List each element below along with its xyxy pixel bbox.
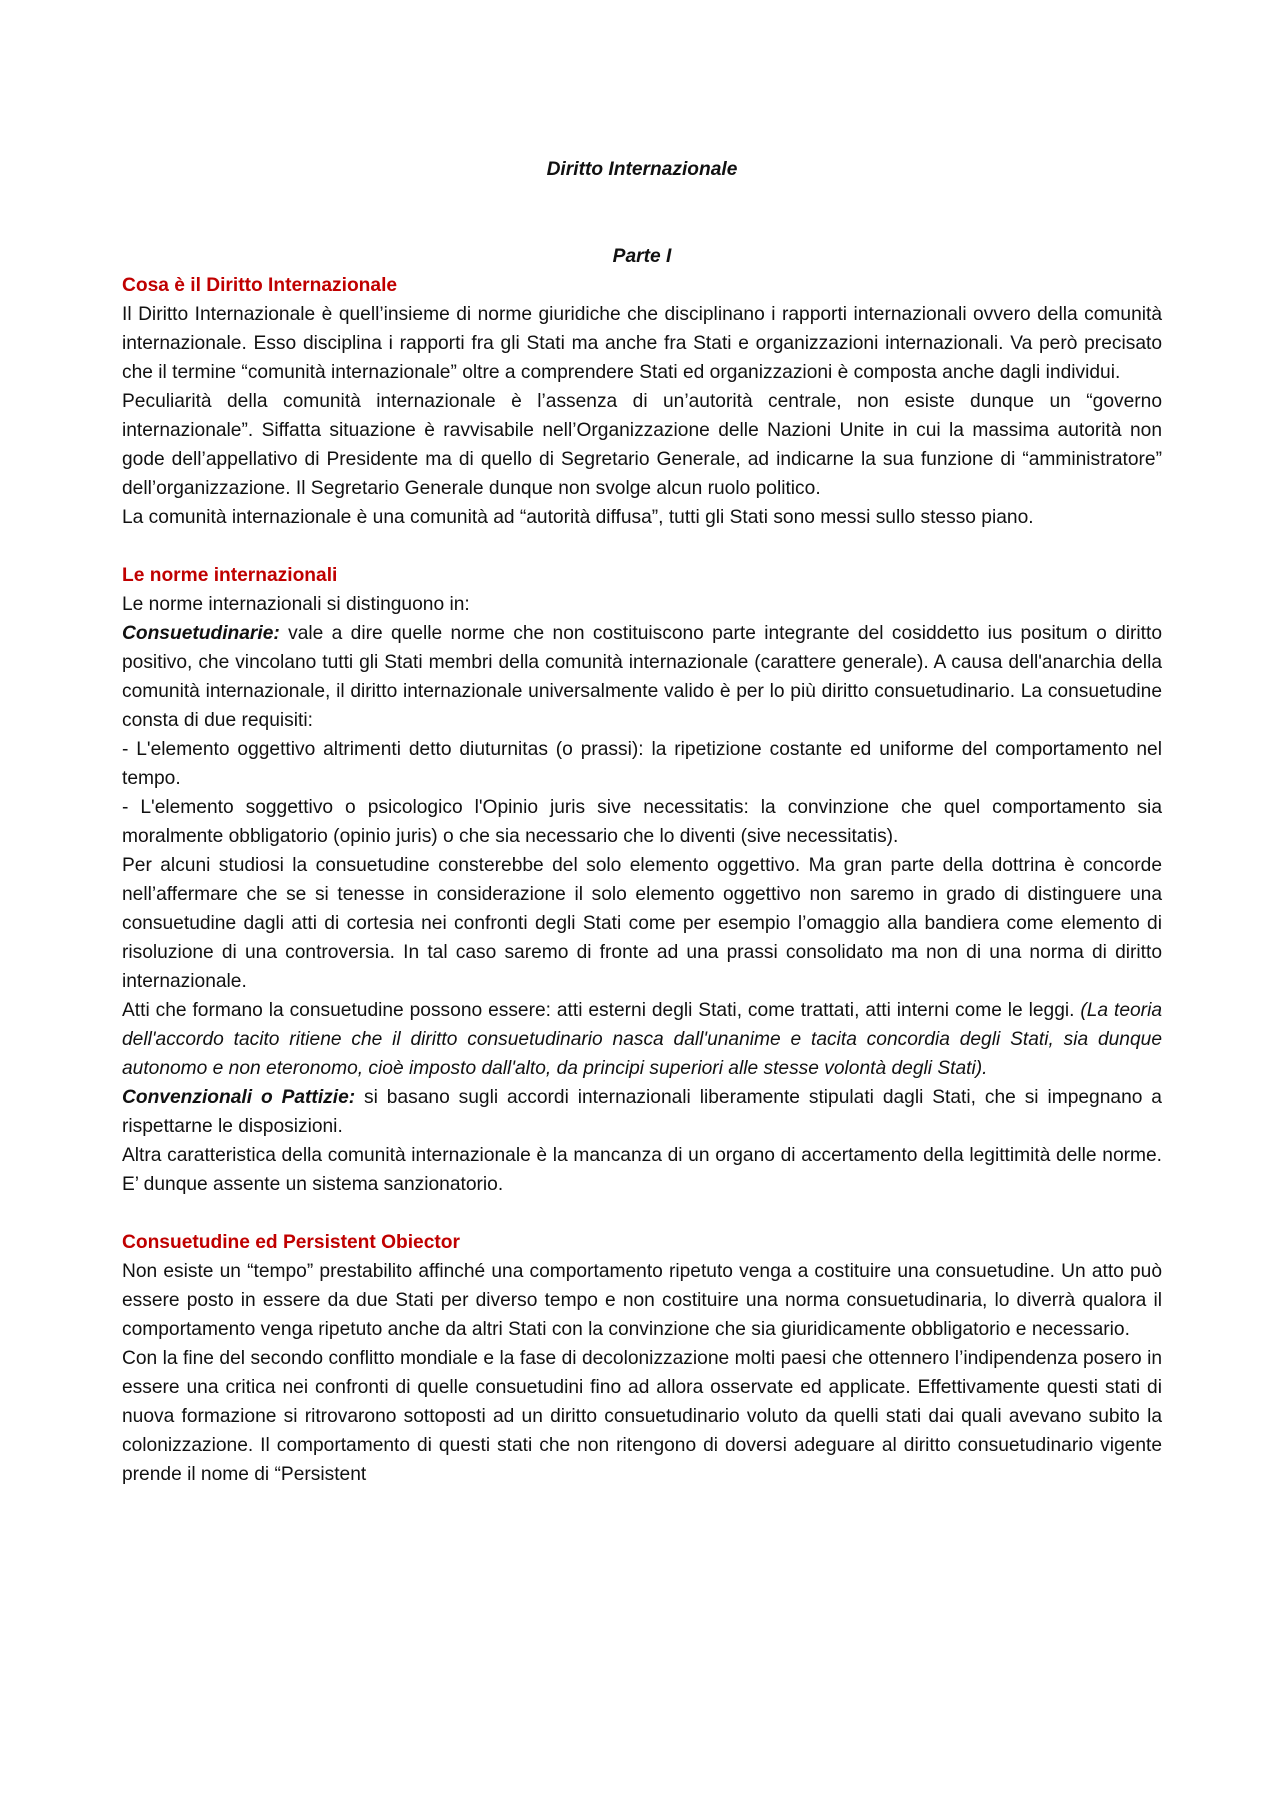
section-heading-norme: Le norme internazionali [122,565,338,586]
paragraph-convenzionali [122,1083,1162,1141]
term-convenzionali: Convenzionali o Pattizie: [122,1087,356,1108]
spacer [122,532,1162,561]
paragraph-consuetudinarie [122,619,1162,735]
paragraph: Non esiste un “tempo” prestabilito affinché una comportamento ripetuto venga a costituire una consuetudine. Un atto può essere posto in essere da due Stati per diverso tempo e non costituire una norma consuetudinaria, lo diverrà qualora il comportamento venga ripetuto anche da altri Stati con la convinzione che sia giuridicamente obbligatorio e necessario. [122,1261,1162,1340]
paragraph: Le norme internazionali si distinguono in: [122,594,470,615]
paragraph-atti [122,996,1162,1083]
section-heading-persistent-obiector: Consuetudine ed Persistent Obiector [122,1232,460,1253]
paragraph: Il Diritto Internazionale è quell’insieme di norme giuridiche che disciplinano i rapporti internazionali ovvero della comunità internazionale. Esso disciplina i rapporti fra gli Stati ma anche fra Stati e organizzazioni internazionali. Va però precisato che il termine “comunità internazionale” oltre a comprendere Stati ed organizzazioni è composta anche dagli individui. [122,304,1162,383]
part-title: Parte I [612,246,672,267]
list-item-requisito: - L'elemento soggettivo o psicologico l'Opinio juris sive necessitatis: la convinzione che quel comportamento sia moralmente obbligatorio (opinio juris) o che sia necessario che lo diventi (sive necessitatis). [122,797,1162,847]
paragraph-text: Atti che formano la consuetudine possono essere: atti esterni degli Stati, come trattati, atti interni come le leggi. [122,1000,1081,1021]
paragraph: Altra caratteristica della comunità internazionale è la mancanza di un organo di accertamento della legittimità delle norme. E’ dunque assente un sistema sanzionatorio. [122,1145,1162,1195]
paragraph: Con la fine del secondo conflitto mondiale e la fase di decolonizzazione molti paesi che ottennero l’indipendenza posero in essere una critica nei confronti di quelle consuetudini fino ad allora osservate ed applicate. Effettivamente questi stati di nuova formazione si ritrovarono sottoposti ad un diritto consuetudinario voluto da quelli stati dai quali avevano subito la colonizzazione. Il comportamento di questi stati che non ritengono di doversi adeguare al diritto consuetudinario vigente prende il nome di “Persistent [122,1348,1162,1485]
paragraph: La comunità internazionale è una comunità ad “autorità diffusa”, tutti gli Stati sono messi sullo stesso piano. [122,507,1034,528]
paragraph: Per alcuni studiosi la consuetudine consterebbe del solo elemento oggettivo. Ma gran parte della dottrina è concorde nell’affermare che se si tenesse in considerazione il solo elemento oggettivo non saremo in grado di distinguere una consuetudine dagli atti di cortesia nei confronti degli Stati come per esempio l’omaggio alla bandiera come elemento di risoluzione di una controversia. In tal caso saremo di fronte ad una prassi consolidato ma non di una norma di diritto internazionale. [122,855,1162,992]
term-consuetudinarie: Consuetudinarie: [122,623,280,644]
list-item-requisito: - L'elemento oggettivo altrimenti detto diuturnitas (o prassi): la ripetizione costante ed uniforme del comportamento nel tempo. [122,739,1162,789]
spacer [122,1199,1162,1228]
document-body [122,271,1162,1489]
definition-text: si basano sugli accordi internazionali liberamente stipulati dagli Stati, che si impegnano a rispettarne le disposizioni. [122,1087,1162,1137]
section-heading-cosa-e: Cosa è il Diritto Internazionale [122,275,398,296]
italic-note: (La teoria dell'accordo tacito ritiene che il diritto consuetudinario nasca dall'unanime e tacita concordia degli Stati, sia dunque autonomo e non eteronomo, cioè imposto dall'alto, da principi superiori alle stesse volontà degli Stati). [122,1000,1163,1079]
paragraph: Peculiarità della comunità internazionale è l’assenza di un’autorità centrale, non esiste dunque un “governo internazionale”. Siffatta situazione è ravvisabile nell’Organizzazione delle Nazioni Unite in cui la massima autorità non gode dell’appellativo di Presidente ma di quello di Segretario Generale, ad indicarne la sua funzione di “amministratore” dell’organizzazione. Il Segretario Generale dunque non svolge alcun ruolo politico. [122,391,1162,499]
document-title: Diritto Internazionale [546,159,738,180]
definition-text: vale a dire quelle norme che non costituiscono parte integrante del cosiddetto ius positum o diritto positivo, che vincolano tutti gli Stati membri della comunità internazionale (carattere generale). A causa dell'anarchia della comunità internazionale, il diritto internazionale universalmente valido è per lo più diritto consuetudinario. La consuetudine consta di due requisiti: [122,623,1162,731]
